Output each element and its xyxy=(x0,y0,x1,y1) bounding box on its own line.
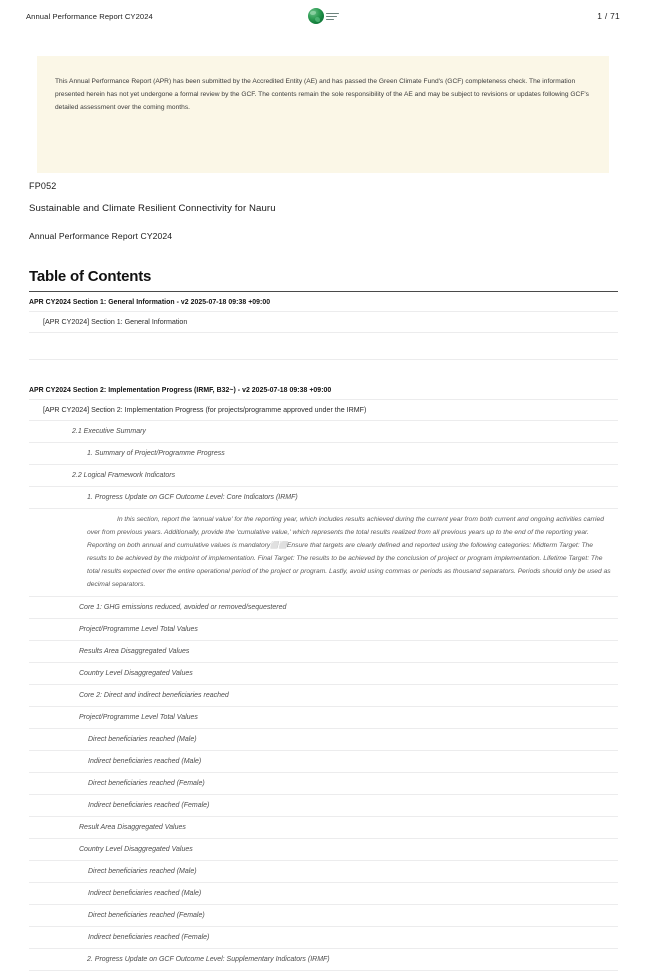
toc-entry[interactable]: Direct beneficiaries reached (Female) xyxy=(29,905,618,927)
toc-entry[interactable]: 2. Progress Update on GCF Outcome Level: Supplementary Indicators (IRMF) xyxy=(29,949,618,971)
toc-entry[interactable]: 2.2 Logical Framework Indicators xyxy=(29,465,618,487)
project-name: Sustainable and Climate Resilient Connectivity for Nauru xyxy=(29,203,276,214)
toc-section-gap xyxy=(29,360,618,380)
toc-section-header[interactable]: APR CY2024 Section 1: General Information - v2 2025-07-18 09:38 +09:00 xyxy=(29,292,618,312)
report-subtitle: Annual Performance Report CY2024 xyxy=(29,231,173,241)
toc-entry[interactable]: 1. Summary of Project/Programme Progress xyxy=(29,443,618,465)
toc-entry[interactable]: Direct beneficiaries reached (Female) xyxy=(29,773,618,795)
toc-entry[interactable]: Indirect beneficiaries reached (Female) xyxy=(29,795,618,817)
toc-entry[interactable]: Project/Programme Level Total Values xyxy=(29,707,618,729)
toc-entry[interactable]: Indirect beneficiaries reached (Female) xyxy=(29,927,618,949)
toc-entry[interactable]: Core 2: Direct and indirect beneficiaries reached xyxy=(29,685,618,707)
toc-entry[interactable]: Results Area Disaggregated Values xyxy=(29,641,618,663)
page-indicator: 1 / 71 xyxy=(597,11,620,21)
toc-entry[interactable]: Country Level Disaggregated Values xyxy=(29,663,618,685)
toc-entry[interactable]: Core 1: GHG emissions reduced, avoided or removed/sequestered xyxy=(29,597,618,619)
table-of-contents xyxy=(29,268,618,971)
document-title-block xyxy=(29,181,609,241)
project-code: FP052 xyxy=(29,181,57,191)
toc-guidance-note: In this section, report the 'annual value' for the reporting year, which includes results achieved during the current year from both current and ongoing activities carried over from previous years. Additionally, provide the 'cumulative value,' which represents the total results realized from all previous years up to the end of the reporting year. Reporting on both annual and cumulative values is mandatory⬜⬜Ensure that targets are clearly defined and reported using the following categories: Midterm Target: The results to be achieved by the midpoint of implementation. Final Target: The results to be achieved by the conclusion of project or program implementation. Lifetime Target: The total results expected over the entire operational period of the project or program. Lastly, avoid using commas or periods as thousand separators. Periods should only be used as decimal separators. xyxy=(29,509,618,597)
toc-entry[interactable]: Project/Programme Level Total Values xyxy=(29,619,618,641)
toc-entry[interactable]: Direct beneficiaries reached (Male) xyxy=(29,729,618,751)
toc-section-header[interactable]: APR CY2024 Section 2: Implementation Progress (IRMF, B32~) - v2 2025-07-18 09:38 +09:00 xyxy=(29,380,618,400)
toc-entry[interactable]: [APR CY2024] Section 1: General Information xyxy=(29,312,618,333)
toc-entry[interactable]: Indirect beneficiaries reached (Male) xyxy=(29,751,618,773)
gcf-wordmark xyxy=(326,12,339,21)
toc-entry[interactable]: [APR CY2024] Section 2: Implementation Progress (for projects/programme approved under the IRMF) xyxy=(29,400,618,421)
toc-row-list xyxy=(29,292,618,971)
page-header xyxy=(0,0,646,32)
notice-text: This Annual Performance Report (APR) has been submitted by the Accredited Entity (AE) and has passed the Green Climate Fund's (GCF) completeness check. The information presented herein has not yet undergone a formal review by the GCF. The contents remain the sole responsibility of the AE and may be subject to revisions or updates following GCF's detailed assessment over the coming months. xyxy=(55,78,589,111)
toc-entry[interactable]: Indirect beneficiaries reached (Male) xyxy=(29,883,618,905)
toc-entry[interactable]: Country Level Disaggregated Values xyxy=(29,839,618,861)
toc-entry[interactable]: Result Area Disaggregated Values xyxy=(29,817,618,839)
toc-entry[interactable]: 1. Progress Update on GCF Outcome Level: Core Indicators (IRMF) xyxy=(29,487,618,509)
globe-icon xyxy=(308,8,324,24)
toc-section-spacer xyxy=(29,333,618,360)
green-climate-fund-logo xyxy=(291,4,355,28)
toc-heading: Table of Contents xyxy=(29,268,618,292)
header-report-title: Annual Performance Report CY2024 xyxy=(26,11,153,21)
toc-entry[interactable]: Direct beneficiaries reached (Male) xyxy=(29,861,618,883)
completeness-notice-box xyxy=(37,56,609,173)
toc-entry[interactable]: 2.1 Executive Summary xyxy=(29,421,618,443)
